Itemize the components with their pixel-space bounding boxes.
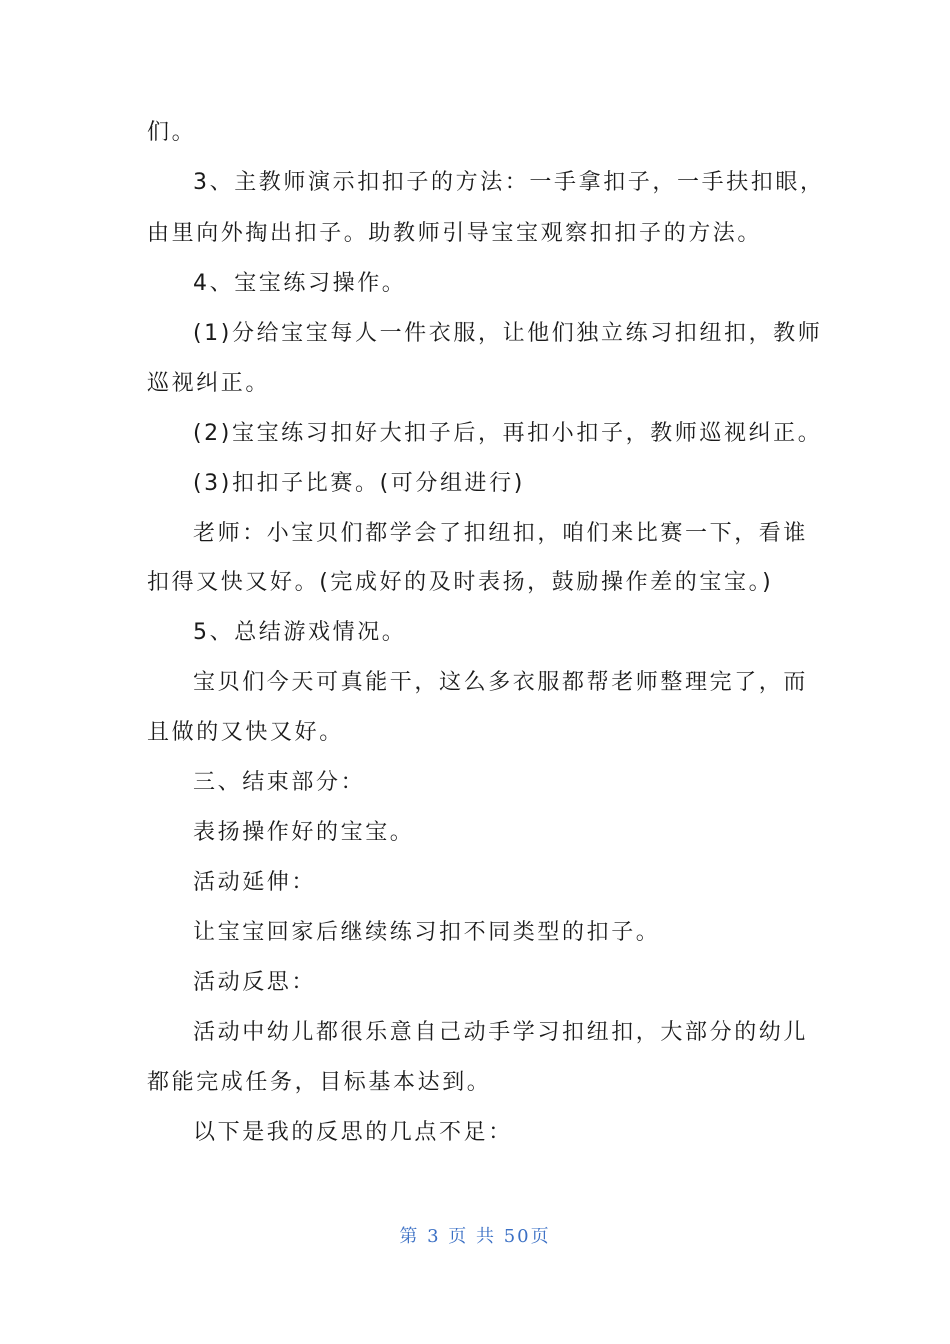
text-line: 且做的又快又好。: [147, 720, 344, 745]
text-line: 三、结束部分：: [193, 770, 366, 795]
text-line: 们。: [147, 120, 197, 145]
text-line: 活动延伸：: [193, 870, 317, 895]
page-number-footer: 第 3 页 共 50页: [399, 1226, 551, 1247]
text-line: 3、主教师演示扣扣子的方法：一手拿扣子，一手扶扣眼，: [193, 170, 825, 195]
text-line: 5、总结游戏情况。: [193, 620, 407, 645]
text-line: 4、宝宝练习操作。: [193, 271, 407, 296]
text-line: 巡视纠正。: [147, 371, 271, 396]
text-line: 由里向外掏出扣子。助教师引导宝宝观察扣扣子的方法。: [147, 221, 763, 246]
text-line: 活动反思：: [193, 970, 317, 995]
text-line: 都能完成任务，目标基本达到。: [147, 1070, 492, 1095]
text-line: (1)分给宝宝每人一件衣服，让他们独立练习扣纽扣，教师: [193, 321, 823, 346]
text-line: 以下是我的反思的几点不足：: [193, 1120, 513, 1145]
text-line: 表扬操作好的宝宝。: [193, 820, 415, 845]
text-line: (2)宝宝练习扣好大扣子后，再扣小扣子，教师巡视纠正。: [193, 421, 823, 446]
text-line: 扣得又快又好。(完成好的及时表扬，鼓励操作差的宝宝。): [147, 570, 774, 595]
text-line: 让宝宝回家后继续练习扣不同类型的扣子。: [193, 920, 661, 945]
text-line: (3)扣扣子比赛。(可分组进行): [193, 471, 525, 496]
text-line: 活动中幼儿都很乐意自己动手学习扣纽扣，大部分的幼儿: [193, 1020, 809, 1045]
text-line: 宝贝们今天可真能干，这么多衣服都帮老师整理完了，而: [193, 670, 809, 695]
text-line: 老师：小宝贝们都学会了扣纽扣，咱们来比赛一下，看谁: [193, 521, 809, 546]
